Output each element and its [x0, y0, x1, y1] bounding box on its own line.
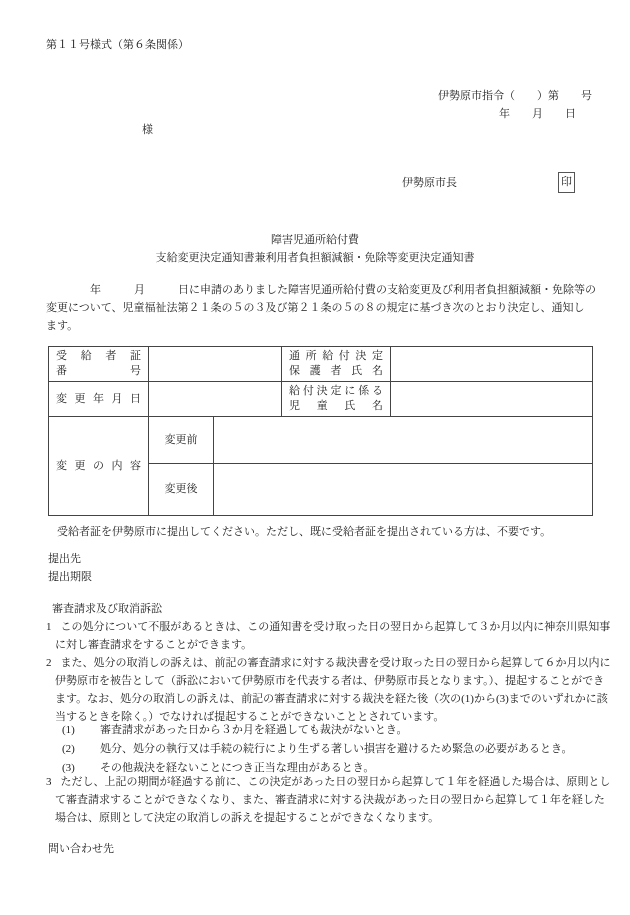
form-number: 第１１号様式（第６条関係） — [46, 39, 189, 51]
appeal-item-3-number: 3 — [46, 776, 52, 788]
decision-table — [48, 346, 593, 516]
recipient-cert-number-label: 受給者証 番号 — [49, 347, 149, 382]
appeal-item-2-number: 2 — [46, 657, 52, 669]
appeal-subitem-1: (1) 審査請求があった日から３か月を経過しても裁決がないとき。 — [62, 724, 408, 736]
body-paragraph — [46, 281, 602, 335]
document-title-line2: 支給変更決定通知書兼利用者負担額減額・免除等変更決定通知書 — [155, 252, 475, 264]
appeal-item-1 — [46, 618, 611, 654]
appeal-item-1-text: この処分について不服があるときは、この通知書を受け取った日の翌日から起算して３か月以内に神奈川県知事に対し審査請求をすることができます。 — [55, 621, 611, 651]
body-paragraph-line2: 変更について、児童福祉法第２１条の５の３及び第２１条の５の８の規定に基づき次のとおり決定し、通知し — [46, 302, 585, 314]
guardian-name-value — [391, 347, 593, 382]
addressee-suffix: 様 — [142, 124, 153, 136]
appeal-subitem-2: (2) 処分、処分の執行又は手続の続行により生ずる著しい損害を避けるため緊急の必要があるとき。 — [62, 743, 573, 755]
child-name-value — [391, 382, 593, 417]
guardian-name-label: 通所給付決定 保護者氏名 — [282, 347, 391, 382]
change-content-label: 変更の内容 — [49, 417, 149, 516]
contact-label: 問い合わせ先 — [48, 843, 114, 855]
appeal-subitems — [62, 721, 573, 778]
deadline-label: 提出期限 — [48, 571, 92, 583]
document-title-line1: 障害児通所給付費 — [271, 234, 359, 246]
directive-number-line: 伊勢原市指令（ ）第 号 — [438, 90, 592, 102]
table-row — [49, 382, 593, 417]
body-paragraph-line3: ます。 — [46, 320, 79, 332]
mayor-signature-line — [402, 172, 575, 193]
before-change-value — [214, 417, 593, 464]
submit-certificate-note: 受給者証を伊勢原市に提出してください。ただし、既に受給者証を提出されている方は、不要です。 — [57, 526, 552, 538]
appeal-item-3-text: ただし、上記の期間が経過する前に、この決定があった日の翌日から起算して１年を経過した場合は、原則として審査請求することができなくなり、また、審査請求に対する決裁があった日の翌日から起算して１年を経した場合は、原則として決定の取消しの訴えを提起することができなくなります。 — [55, 776, 611, 824]
change-date-label: 変更年月日 — [49, 382, 149, 417]
document-title — [0, 231, 630, 267]
appeal-subitem-3: (3) その他裁決を経ないことにつき正当な理由があるとき。 — [62, 762, 375, 774]
body-paragraph-line1: 年 月 日に申請のありました障害児通所給付費の支給変更及び利用者負担額減額・免除等の — [46, 284, 596, 296]
table-row — [49, 347, 593, 382]
appeal-section-heading: 審査請求及び取消訴訟 — [52, 603, 162, 615]
before-change-label: 変更前 — [149, 417, 214, 464]
seal-character: 印 — [561, 176, 572, 188]
seal-mark-icon — [558, 172, 575, 193]
after-change-value — [214, 464, 593, 516]
submit-to-label: 提出先 — [48, 553, 81, 565]
date-line: 年 月 日 — [499, 108, 576, 120]
after-change-label: 変更後 — [149, 464, 214, 516]
change-date-value — [149, 382, 282, 417]
child-name-label: 給付決定に係る 児童氏名 — [282, 382, 391, 417]
appeal-item-1-number: 1 — [46, 621, 52, 633]
recipient-cert-number-value — [149, 347, 282, 382]
table-row — [49, 417, 593, 464]
appeal-item-3 — [46, 773, 611, 827]
appeal-item-2-text: また、処分の取消しの訴えは、前記の審査請求に対する裁決書を受け取った日の翌日から起算して６か月以内に伊勢原市を被告として（訴訟において伊勢原市を代表する者は、伊勢原市長となります。）、提起することができます。なお、処分の取消しの訴えは、前記の審査請求に対する裁決を経た後（次の(1)から(3)までのいずれかに該当するときを除く。）でなければ提起することができないこととされています。 — [55, 657, 611, 723]
appeal-item-2 — [46, 654, 611, 726]
mayor-title: 伊勢原市長 — [402, 176, 457, 189]
